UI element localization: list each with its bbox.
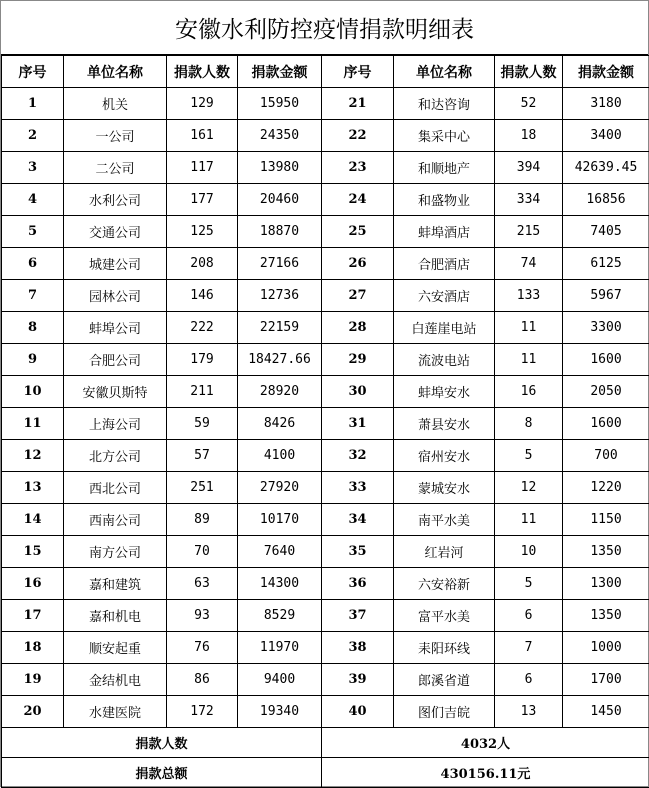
donor-count-cell: 5 — [495, 568, 563, 600]
amount-cell: 13980 — [238, 152, 322, 184]
unit-name-cell: 西北公司 — [64, 472, 167, 504]
donor-count-cell: 7 — [495, 632, 563, 664]
unit-name-cell: 水利公司 — [64, 184, 167, 216]
donor-count-cell: 146 — [167, 280, 238, 312]
index-cell: 35 — [322, 536, 394, 568]
amount-cell: 1300 — [563, 568, 649, 600]
unit-name-cell: 郎溪省道 — [394, 664, 495, 696]
donor-count-cell: 6 — [495, 600, 563, 632]
donor-count-cell: 208 — [167, 248, 238, 280]
unit-name-cell: 安徽贝斯特 — [64, 376, 167, 408]
table-row — [2, 248, 649, 280]
index-cell: 22 — [322, 120, 394, 152]
donor-count-cell: 5 — [495, 440, 563, 472]
amount-cell: 20460 — [238, 184, 322, 216]
amount-cell: 3180 — [563, 88, 649, 120]
column-header: 序号 — [2, 56, 64, 88]
amount-cell: 1000 — [563, 632, 649, 664]
index-cell: 33 — [322, 472, 394, 504]
donor-count-cell: 222 — [167, 312, 238, 344]
donor-count-cell: 172 — [167, 696, 238, 728]
donor-count-cell: 125 — [167, 216, 238, 248]
unit-name-cell: 白莲崖电站 — [394, 312, 495, 344]
column-header: 捐款金额 — [238, 56, 322, 88]
unit-name-cell: 合肥酒店 — [394, 248, 495, 280]
unit-name-cell: 西南公司 — [64, 504, 167, 536]
donor-count-cell: 11 — [495, 344, 563, 376]
donor-count-cell: 161 — [167, 120, 238, 152]
unit-name-cell: 二公司 — [64, 152, 167, 184]
amount-cell: 1600 — [563, 408, 649, 440]
donor-count-cell: 74 — [495, 248, 563, 280]
unit-name-cell: 南方公司 — [64, 536, 167, 568]
unit-name-cell: 六安裕新 — [394, 568, 495, 600]
table-row — [2, 184, 649, 216]
index-cell: 25 — [322, 216, 394, 248]
donor-count-cell: 10 — [495, 536, 563, 568]
index-cell: 28 — [322, 312, 394, 344]
table-row — [2, 600, 649, 632]
donor-count-cell: 63 — [167, 568, 238, 600]
amount-cell: 1220 — [563, 472, 649, 504]
index-cell: 20 — [2, 696, 64, 728]
donor-count-cell: 52 — [495, 88, 563, 120]
unit-name-cell: 和顺地产 — [394, 152, 495, 184]
index-cell: 31 — [322, 408, 394, 440]
index-cell: 26 — [322, 248, 394, 280]
amount-cell: 28920 — [238, 376, 322, 408]
amount-cell: 42639.45 — [563, 152, 649, 184]
unit-name-cell: 宿州安水 — [394, 440, 495, 472]
table-row — [2, 376, 649, 408]
donor-count-cell: 13 — [495, 696, 563, 728]
unit-name-cell: 蚌埠安水 — [394, 376, 495, 408]
unit-name-cell: 耒阳环线 — [394, 632, 495, 664]
table-row — [2, 312, 649, 344]
index-cell: 23 — [322, 152, 394, 184]
column-header: 单位名称 — [394, 56, 495, 88]
index-cell: 37 — [322, 600, 394, 632]
amount-cell: 7405 — [563, 216, 649, 248]
index-cell: 12 — [2, 440, 64, 472]
index-cell: 4 — [2, 184, 64, 216]
amount-cell: 18427.66 — [238, 344, 322, 376]
index-cell: 2 — [2, 120, 64, 152]
index-cell: 3 — [2, 152, 64, 184]
donor-count-cell: 57 — [167, 440, 238, 472]
donor-count-cell: 177 — [167, 184, 238, 216]
total-amount-value: 430156.11元 — [322, 758, 649, 788]
unit-name-cell: 和达咨询 — [394, 88, 495, 120]
unit-name-cell: 南平水美 — [394, 504, 495, 536]
amount-cell: 1350 — [563, 536, 649, 568]
table-row — [2, 408, 649, 440]
unit-name-cell: 流波电站 — [394, 344, 495, 376]
column-header: 序号 — [322, 56, 394, 88]
amount-cell: 4100 — [238, 440, 322, 472]
index-cell: 19 — [2, 664, 64, 696]
unit-name-cell: 蚌埠公司 — [64, 312, 167, 344]
donor-count-cell: 89 — [167, 504, 238, 536]
column-header: 捐款人数 — [167, 56, 238, 88]
donor-count-cell: 334 — [495, 184, 563, 216]
amount-cell: 5967 — [563, 280, 649, 312]
amount-cell: 14300 — [238, 568, 322, 600]
index-cell: 40 — [322, 696, 394, 728]
index-cell: 16 — [2, 568, 64, 600]
index-cell: 36 — [322, 568, 394, 600]
amount-cell: 16856 — [563, 184, 649, 216]
total-people-value: 4032人 — [322, 728, 649, 758]
donor-count-cell: 59 — [167, 408, 238, 440]
unit-name-cell: 机关 — [64, 88, 167, 120]
amount-cell: 18870 — [238, 216, 322, 248]
donor-count-cell: 6 — [495, 664, 563, 696]
index-cell: 8 — [2, 312, 64, 344]
unit-name-cell: 合肥公司 — [64, 344, 167, 376]
donor-count-cell: 76 — [167, 632, 238, 664]
table-row — [2, 216, 649, 248]
index-cell: 11 — [2, 408, 64, 440]
table-row — [2, 504, 649, 536]
donor-count-cell: 179 — [167, 344, 238, 376]
table-row — [2, 536, 649, 568]
amount-cell: 700 — [563, 440, 649, 472]
donor-count-cell: 251 — [167, 472, 238, 504]
donor-count-cell: 215 — [495, 216, 563, 248]
donor-count-cell: 133 — [495, 280, 563, 312]
amount-cell: 1150 — [563, 504, 649, 536]
unit-name-cell: 园林公司 — [64, 280, 167, 312]
amount-cell: 7640 — [238, 536, 322, 568]
donor-count-cell: 11 — [495, 312, 563, 344]
index-cell: 1 — [2, 88, 64, 120]
donor-count-cell: 93 — [167, 600, 238, 632]
donor-count-cell: 11 — [495, 504, 563, 536]
amount-cell: 27166 — [238, 248, 322, 280]
index-cell: 30 — [322, 376, 394, 408]
amount-cell: 10170 — [238, 504, 322, 536]
index-cell: 7 — [2, 280, 64, 312]
unit-name-cell: 和盛物业 — [394, 184, 495, 216]
unit-name-cell: 北方公司 — [64, 440, 167, 472]
unit-name-cell: 红岩河 — [394, 536, 495, 568]
index-cell: 15 — [2, 536, 64, 568]
amount-cell: 6125 — [563, 248, 649, 280]
total-people-label: 捐款人数 — [2, 728, 322, 758]
amount-cell: 1350 — [563, 600, 649, 632]
amount-cell: 27920 — [238, 472, 322, 504]
amount-cell: 12736 — [238, 280, 322, 312]
column-header: 捐款金额 — [563, 56, 649, 88]
amount-cell: 8529 — [238, 600, 322, 632]
total-amount-label: 捐款总额 — [2, 758, 322, 788]
table-row — [2, 632, 649, 664]
table-row — [2, 120, 649, 152]
donor-count-cell: 129 — [167, 88, 238, 120]
unit-name-cell: 蚌埠酒店 — [394, 216, 495, 248]
amount-cell: 1600 — [563, 344, 649, 376]
table-row — [2, 280, 649, 312]
index-cell: 21 — [322, 88, 394, 120]
donation-table — [1, 55, 649, 788]
amount-cell: 8426 — [238, 408, 322, 440]
amount-cell: 1450 — [563, 696, 649, 728]
amount-cell: 15950 — [238, 88, 322, 120]
table-row — [2, 440, 649, 472]
donor-count-cell: 86 — [167, 664, 238, 696]
unit-name-cell: 萧县安水 — [394, 408, 495, 440]
donor-count-cell: 12 — [495, 472, 563, 504]
index-cell: 39 — [322, 664, 394, 696]
column-header: 单位名称 — [64, 56, 167, 88]
index-cell: 14 — [2, 504, 64, 536]
donor-count-cell: 18 — [495, 120, 563, 152]
unit-name-cell: 富平水美 — [394, 600, 495, 632]
table-row — [2, 664, 649, 696]
unit-name-cell: 蒙城安水 — [394, 472, 495, 504]
header-row — [2, 56, 649, 88]
table-row — [2, 152, 649, 184]
table-row — [2, 472, 649, 504]
total-people-row — [2, 728, 649, 758]
unit-name-cell: 交通公司 — [64, 216, 167, 248]
table-row — [2, 88, 649, 120]
amount-cell: 9400 — [238, 664, 322, 696]
unit-name-cell: 一公司 — [64, 120, 167, 152]
index-cell: 13 — [2, 472, 64, 504]
amount-cell: 11970 — [238, 632, 322, 664]
amount-cell: 24350 — [238, 120, 322, 152]
unit-name-cell: 集采中心 — [394, 120, 495, 152]
donor-count-cell: 211 — [167, 376, 238, 408]
donor-count-cell: 8 — [495, 408, 563, 440]
table-row — [2, 568, 649, 600]
index-cell: 6 — [2, 248, 64, 280]
index-cell: 29 — [322, 344, 394, 376]
table-row — [2, 344, 649, 376]
index-cell: 27 — [322, 280, 394, 312]
donor-count-cell: 70 — [167, 536, 238, 568]
donor-count-cell: 394 — [495, 152, 563, 184]
index-cell: 5 — [2, 216, 64, 248]
donor-count-cell: 117 — [167, 152, 238, 184]
unit-name-cell: 顺安起重 — [64, 632, 167, 664]
amount-cell: 3400 — [563, 120, 649, 152]
index-cell: 17 — [2, 600, 64, 632]
index-cell: 10 — [2, 376, 64, 408]
index-cell: 9 — [2, 344, 64, 376]
amount-cell: 2050 — [563, 376, 649, 408]
unit-name-cell: 图们吉皖 — [394, 696, 495, 728]
unit-name-cell: 金结机电 — [64, 664, 167, 696]
column-header: 捐款人数 — [495, 56, 563, 88]
amount-cell: 19340 — [238, 696, 322, 728]
unit-name-cell: 嘉和建筑 — [64, 568, 167, 600]
table-row — [2, 696, 649, 728]
unit-name-cell: 嘉和机电 — [64, 600, 167, 632]
index-cell: 18 — [2, 632, 64, 664]
index-cell: 38 — [322, 632, 394, 664]
unit-name-cell: 水建医院 — [64, 696, 167, 728]
unit-name-cell: 上海公司 — [64, 408, 167, 440]
index-cell: 24 — [322, 184, 394, 216]
donor-count-cell: 16 — [495, 376, 563, 408]
sheet-title: 安徽水利防控疫情捐款明细表 — [1, 1, 648, 55]
index-cell: 34 — [322, 504, 394, 536]
unit-name-cell: 城建公司 — [64, 248, 167, 280]
unit-name-cell: 六安酒店 — [394, 280, 495, 312]
amount-cell: 1700 — [563, 664, 649, 696]
amount-cell: 22159 — [238, 312, 322, 344]
index-cell: 32 — [322, 440, 394, 472]
amount-cell: 3300 — [563, 312, 649, 344]
total-amount-row — [2, 758, 649, 788]
